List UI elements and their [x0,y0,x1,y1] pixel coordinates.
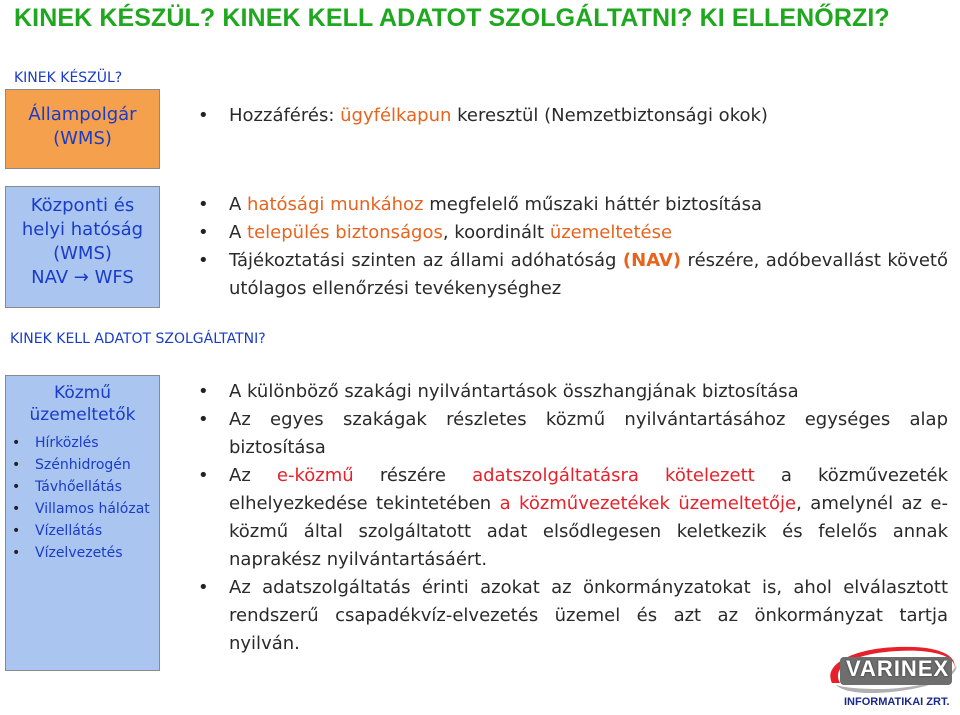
box-kozmu-head2: üzemeltetők [29,405,136,425]
text: , amelynél az e-közmű által szolgáltatott adat elsődlegesen keletkezik és felelős annak naprakész nyilvántartásáért. [229,493,949,570]
logo-subtitle: INFORMATIKAI ZRT. [844,696,950,708]
red-text: a közművezetékek üzemeltetője [499,493,797,514]
box-hatosag-line4: NAV → WFS [31,267,134,288]
bullet-hozzaferes [198,103,948,129]
bullet-dot-icon: • [198,465,209,486]
section2-bullets [198,378,949,658]
text: Tájékoztatási szinten az állami adóhatóság [229,250,623,271]
box-hatosag [5,186,160,308]
text: Az adatszolgáltatás érinti azokat az önkormányzatokat is, ahol elválasztott rendszerű csapadékvíz-elvezetés üzemel és azt az önkormányzat tartja nyilván. [229,577,948,654]
red-text: adatszolgáltatásra kötelezett [472,465,755,486]
section1-bullets-top [198,103,948,129]
text: Hozzáférés: [229,105,341,126]
utility-list-item-label: Vízelvezetés [35,545,123,561]
utility-list-item [6,476,159,498]
bullet-egyseges-alap [198,406,948,462]
bullet-dot-icon: • [198,105,209,126]
utility-list-item [6,498,159,520]
box-kozmu-head [6,382,159,426]
text: részére, adóbevallást követő utólagos ellenőrzési tevékenységhez [229,250,948,299]
bullet-dot-icon: • [198,409,209,430]
highlight-text: (NAV) [622,250,682,271]
text: a közművezeték elhelyezkedése tekintetében [229,465,949,514]
box-allampolgar-line2: (WMS) [53,128,112,149]
bullet-dot-icon: • [12,501,21,517]
section-label-kinek-keszul: KINEK KÉSZÜL? [14,70,123,86]
varinex-logo [818,643,960,711]
page-title: KINEK KÉSZÜL? KINEK KELL ADATOT SZOLGÁLTATNI? KI ELLENŐRZI? [14,4,890,32]
utility-list-item [6,520,159,542]
text: A [229,222,248,243]
bullet-dot-icon: • [198,250,209,271]
utility-list-item [6,454,159,476]
highlight-text: település biztonságos [247,222,443,243]
red-text: e-közmű [276,465,354,486]
logo-name: VARINEX [846,656,950,681]
bullet-dot-icon: • [12,457,21,473]
box-hatosag-line2: helyi hatóság [21,219,144,240]
utility-list-item-label: Hírközlés [35,435,99,451]
bullet-tajekoztatas [198,247,948,303]
bullet-dot-icon: • [12,435,21,451]
section1-bullets [198,191,948,303]
utility-list [6,432,159,564]
utility-list-item-label: Távhőellátás [35,479,122,495]
utility-list-item [6,432,159,454]
text: keresztül (Nemzetbiztonsági okok) [451,105,768,126]
bullet-dot-icon: • [12,545,21,561]
utility-list-item-label: Vízellátás [35,523,103,539]
box-kozmu-uzemeltetok [5,375,160,671]
utility-list-item-label: Szénhidrogén [35,457,131,473]
highlight-text: üzemeltetése [549,222,673,243]
bullet-osszhang [198,378,948,406]
text: részére [353,465,473,486]
text: , koordinált [442,222,550,243]
text: Az [229,465,277,486]
bullet-dot-icon: • [12,479,21,495]
bullet-dot-icon: • [198,577,209,598]
text: A [229,194,248,215]
utility-list-item [6,542,159,564]
highlight-text: hatósági munkához [247,194,424,215]
bullet-telepules [198,219,948,247]
utility-list-item-label: Villamos hálózat [35,501,150,517]
bullet-dot-icon: • [198,381,209,402]
box-allampolgar [5,89,160,169]
text: megfelelő műszaki háttér biztosítása [423,194,762,215]
bullet-dot-icon: • [198,222,209,243]
text: A különböző szakági nyilvántartások összhangjának biztosítása [229,381,799,402]
box-allampolgar-line1: Állampolgár [28,104,137,125]
bullet-dot-icon: • [12,523,21,539]
box-kozmu-head1: Közmű [54,383,111,403]
highlight-text: ügyfélkapun [340,105,452,126]
box-hatosag-line1: Központi és [30,195,135,216]
section-label-adatszolgaltatas: KINEK KELL ADATOT SZOLGÁLTATNI? [10,331,266,347]
box-hatosag-line3: (WMS) [53,243,112,264]
bullet-hatosagi-munka [198,191,948,219]
bullet-e-kozmu [198,462,949,574]
text: Az egyes szakágak részletes közmű nyilvántartásához egységes alap biztosítása [229,409,948,458]
bullet-dot-icon: • [198,194,209,215]
